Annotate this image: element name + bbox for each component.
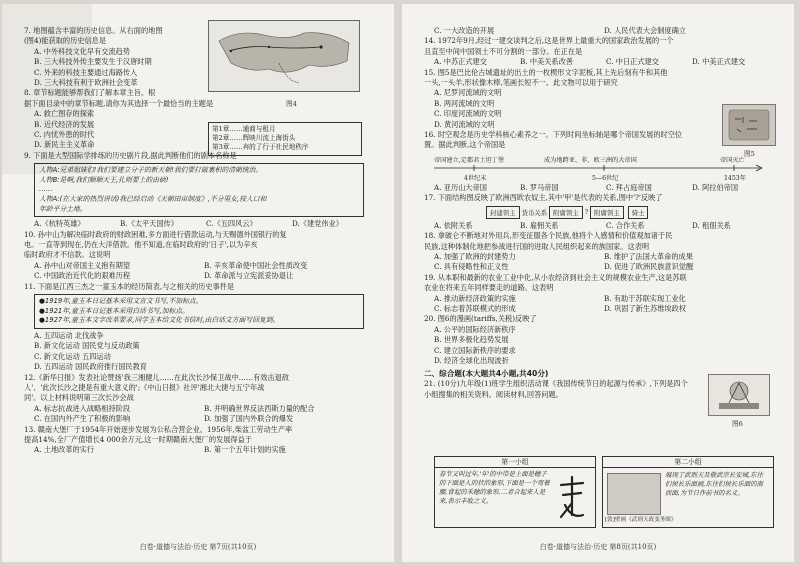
q8-stem-2: 据下面目录中的章节标题,请你为其选择一个最恰当的主题是 bbox=[24, 98, 214, 108]
q11-option-d[interactable]: D. 五四运动 国民政府推行国民教育 bbox=[34, 362, 147, 372]
q9-line-4: 人物A:(在大家的热烈讲话)我已经启动《天朝田亩制度》,不分男女,按人口和 bbox=[39, 195, 267, 204]
q19-stem-2: 农业在将来五年同样要走的道路。这表明 bbox=[424, 283, 554, 293]
q18-stem: 18. 拿破仑不断地对外用兵,形变征服各个民族,他将个人感情和价值观加诸于民 bbox=[424, 231, 673, 241]
group-1-card bbox=[434, 456, 596, 528]
q11-option-a[interactable]: A. 五四运动 北伐战争 bbox=[34, 330, 104, 340]
q16-option-c[interactable]: C. 拜占庭帝国 bbox=[606, 182, 652, 192]
chapter-2: 第2章……辉映川流上海街头 bbox=[212, 134, 296, 143]
mural-caption: [敦]壁画《武则天政变务图》 bbox=[605, 517, 677, 523]
nian-glyph-icon bbox=[555, 475, 589, 521]
group-2-title: 第二小组 bbox=[603, 457, 773, 468]
q12-options-row-1 bbox=[34, 404, 380, 414]
q17-options bbox=[434, 221, 780, 231]
q17-structure-diagram bbox=[484, 206, 780, 219]
q16-option-d[interactable]: D. 阿拉伯帝国 bbox=[692, 182, 739, 192]
q9-option-c[interactable]: C.《五四风云》 bbox=[206, 219, 257, 229]
q18-options-row-2 bbox=[434, 262, 780, 272]
q11-stem: 11. 下面是江西三杰之一童玉本的经历简表,与之相关的历史事件是 bbox=[24, 281, 235, 291]
feud-box-vassal-2: 附庸领主 bbox=[590, 206, 624, 219]
feud-relation-unknown: ? bbox=[584, 208, 589, 217]
q13-options-row-2 bbox=[434, 26, 780, 36]
q19-option-d[interactable]: D. 巩固了新生苏维埃政权 bbox=[604, 303, 686, 313]
q16-option-a[interactable]: A. 亚历山大帝国 bbox=[434, 182, 487, 192]
figure-6-caption: 图6 bbox=[732, 420, 743, 428]
q10-option-c[interactable]: C. 中国政治近代化的艰难历程 bbox=[34, 271, 131, 281]
q9-script-box bbox=[34, 163, 364, 217]
group-1-title: 第一小组 bbox=[435, 457, 595, 468]
chapter-1: 第1章……通商与租月 bbox=[212, 125, 276, 133]
q15-option-d[interactable]: D. 黄河流域的文明 bbox=[434, 119, 495, 129]
q9-line-5: 年龄平分土地。 bbox=[39, 204, 87, 213]
q17-stem: 17. 下面结构图反映了欧洲西欧农奴主,其中'甲'是代表的关系,图中'?'反映了 bbox=[424, 193, 663, 203]
q12-stem-2: 人'、'此次长沙之捷是有重大意义的';《中山日报》社评'湘北大捷与五宁年战 bbox=[24, 382, 265, 392]
q18-option-a[interactable]: A. 加强了欧洲的封建势力 bbox=[434, 251, 516, 261]
q13-stem: 13. 赣南大堡厂于1954年开始逐步发展为公私合营企业。1956年,柴盆工劳动生产率 bbox=[24, 424, 293, 434]
chapter-3: 第3章……奔的了行于社民地秩序 bbox=[212, 143, 309, 152]
q15-option-c[interactable]: C. 印度河流域的文明 bbox=[434, 109, 502, 119]
figure-5-caption: 图5 bbox=[744, 150, 755, 158]
timeline-tick-3: 1453年 bbox=[724, 174, 746, 182]
q18-stem-2: 民族,这种体制化地把参战进行国的进取人民组织起来的族国家。这表明 bbox=[424, 241, 650, 251]
q19-option-b[interactable]: B. 有助于苏联实现工业化 bbox=[604, 293, 686, 303]
q11-table-box bbox=[34, 294, 364, 329]
q20-option-c[interactable]: C. 建立国际新秩序的要求 bbox=[434, 345, 516, 355]
q18-option-d[interactable]: D. 促进了欧洲民族意识觉醒 bbox=[604, 262, 694, 272]
q11-option-c[interactable]: C. 新文化运动 五四运动 bbox=[34, 351, 111, 361]
q11-option-b[interactable]: B. 新文化运动 国民党与反动政策 bbox=[34, 341, 140, 351]
q19-options-row-1 bbox=[434, 294, 780, 304]
q13-options-row-1 bbox=[34, 445, 380, 455]
q15-stem: 15. 图5是巴比伦古城遗址的出土的一枚楔形文字泥板,其上先后刻有牛和其他 bbox=[424, 67, 668, 77]
q15-option-b[interactable]: B. 两河流域的文明 bbox=[434, 98, 495, 108]
q9-options bbox=[34, 219, 380, 229]
timeline-axis bbox=[434, 164, 764, 172]
q7-option-c[interactable]: C. 外来的科技主要通过海路传入 bbox=[34, 67, 138, 77]
mural-photo bbox=[607, 473, 661, 515]
q8-option-b[interactable]: B. 近代经济的发展 bbox=[34, 119, 95, 129]
q10-stem-2: 电。一直等到现在,仍在大洋借款。他不知道,在临时政府的'日子',以为辛亥 bbox=[24, 240, 258, 250]
figure-4-caption: 图4 bbox=[286, 100, 297, 108]
q8-option-c[interactable]: C. 内忧外患的时代 bbox=[34, 130, 95, 140]
q13-option-a[interactable]: A. 土地改革的实行 bbox=[34, 445, 95, 455]
q12-stem-3: 同'。以上材料说明第三次长沙会战 bbox=[24, 393, 134, 403]
q8-stem: 8. 章节标题能够帮我们了解本章主旨。根 bbox=[24, 88, 156, 98]
q9-option-a[interactable]: A.《杭特英雄》 bbox=[34, 219, 85, 229]
q20-option-a[interactable]: A. 公平的国际经济新秩序 bbox=[434, 324, 516, 334]
timeline-label-fall: 帝国灭亡 bbox=[720, 156, 745, 164]
group-2-card bbox=[602, 456, 774, 528]
q18-option-c[interactable]: C. 具有侵略性和正义性 bbox=[434, 262, 509, 272]
q9-line-3: …… bbox=[39, 185, 53, 194]
q14-stem: 14. 1972年9月,经过一建交谈判之后,这是世界上最重大的国家政治发展的一个 bbox=[424, 36, 674, 46]
q14-option-c[interactable]: C. 中日正式建交 bbox=[606, 57, 659, 67]
q17-option-b[interactable]: B. 雇佣关系 bbox=[520, 220, 559, 230]
q10-option-b[interactable]: B. 辛亥革命使中国社会性质改变 bbox=[204, 260, 308, 270]
feud-relation-money: 货币关系 bbox=[521, 208, 548, 217]
q21-stem: 21. (10分)九年级(1)班学生组织活动课《我国传统节日的起源与传承》,下列是四个 bbox=[424, 379, 688, 389]
q13-option-c[interactable]: C. 一大改造的开展 bbox=[434, 26, 495, 35]
q20-option-d[interactable]: D. 经济全球化出现波折 bbox=[434, 355, 509, 365]
q9-option-b[interactable]: B.《太平天国传》 bbox=[120, 219, 178, 229]
section-2-heading: 二、综合题(本大题共4小题,共40分) bbox=[424, 369, 549, 379]
q13-option-d[interactable]: D. 人民代表大会制度确立 bbox=[604, 26, 686, 35]
timeline-label-founding: 帝国建立,定都君士坦丁堡 bbox=[434, 156, 505, 164]
q9-stem: 9. 下面是大型国际学排练的历史剧片段,据此判断他们的剧本名称是 bbox=[24, 150, 237, 160]
q14-option-b[interactable]: B. 中美关系改善 bbox=[520, 57, 573, 67]
q14-options bbox=[434, 57, 780, 67]
feud-box-vassal: 附庸领主 bbox=[549, 206, 583, 219]
q21-stem-2: 小组搜集的相关资料。阅读材料,回答问题。 bbox=[424, 389, 563, 399]
q10-options-row-1 bbox=[34, 261, 380, 271]
q9-line-1: 人物A:兄弟姐妹们!我们要建立分子的新天朝!我们要打破裹积的清朝统治。 bbox=[39, 166, 263, 175]
q10-option-a[interactable]: A. 孙中山对帝国主义抱有期望 bbox=[34, 260, 131, 270]
timeline-label-expansion: 成为地跨亚、非、欧三洲的大帝国 bbox=[544, 156, 637, 164]
q12-options-row-2 bbox=[34, 414, 380, 424]
timeline-tick-1: 4世纪末 bbox=[464, 174, 487, 182]
q8-option-a[interactable]: A. 救亡图存的探索 bbox=[34, 109, 95, 119]
feud-box-knight: 骑士 bbox=[628, 206, 649, 219]
q14-option-d[interactable]: D. 中美正式建交 bbox=[692, 57, 746, 67]
q16-options bbox=[434, 183, 780, 193]
q10-option-d[interactable]: D. 革命派与立宪派妥协退让 bbox=[204, 271, 294, 281]
left-page-body bbox=[24, 26, 380, 456]
q8-option-d[interactable]: D. 新民主主义革命 bbox=[34, 140, 95, 150]
timeline-tick-2: 5—6世纪 bbox=[592, 174, 619, 182]
q7-stem: 7. 地图蕴含丰富的历史信息。从右面的地图 bbox=[24, 26, 163, 35]
q12-stem: 12.《新华日报》发表社论赞扬'我三湘健儿……在此次长沙保卫战中……有效击退敌 bbox=[24, 372, 289, 382]
q11-line-2: ●1921年,童玉本日记基本采用白话书写,加标点。 bbox=[39, 306, 189, 315]
right-page bbox=[402, 4, 794, 562]
group-1-text: 春节又叫过年,'年'的中带是上面是穗子的下面是人的状的象形,下面是一个弯着腰,背起的禾穗的象形,二者合起来人是来,表示丰收之义。 bbox=[439, 470, 550, 505]
q19-stem: 19. 从本职和最新的农业工业中化,从小农经济到社会主义的规模农业生产,这是苏联 bbox=[424, 272, 687, 282]
q14-option-a[interactable]: A. 中苏正式建交 bbox=[434, 57, 487, 67]
q9-line-2: 人物B:是啊,我们顺顺天王,扎则要上的由硕! bbox=[39, 175, 169, 184]
feud-box-lord: 封建领主 bbox=[486, 206, 520, 219]
q12-option-b[interactable]: B. 并明确世界反法西斯力量的配合 bbox=[204, 403, 315, 413]
q12-option-a[interactable]: A. 标志抗战进入战略相持阶段 bbox=[34, 403, 131, 413]
q10-stem-3: 临时政府才不信款。这说明 bbox=[24, 250, 111, 260]
q15-option-a[interactable]: A. 尼罗河流域的文明 bbox=[434, 88, 502, 98]
q18-options-row-1 bbox=[434, 252, 780, 262]
q10-stem: 10. 孙中山为解决临时政府的财政困难,多方面进行借款运动,与天赐德外国银行的复 bbox=[24, 229, 287, 239]
group-2-text: 展现了武则天及敬武宗长安城,东往们侯长乐面画,东往们侯长乐面的南而面,为节日作前书的名义。 bbox=[665, 471, 763, 497]
q17-option-d[interactable]: D. 租佃关系 bbox=[692, 220, 731, 230]
q10-options-row-2 bbox=[34, 271, 380, 281]
q11-line-3: ●1927年,童玉本文字改革要求,同学玉本给文化书信时,由白话文方面写回复到。 bbox=[39, 316, 280, 325]
q7-option-b[interactable]: B. 三大科技外传主要发生于汉唐时期 bbox=[34, 57, 152, 67]
right-page-footer: 白卷·道德与法治·历史 第8页(共10页) bbox=[539, 543, 657, 551]
q17-option-c[interactable]: C. 合作关系 bbox=[606, 220, 645, 230]
q15-stem-2: 一头,一头羊,形状像木棒,笔画长短不一。此文物可以用于研究 bbox=[424, 78, 618, 88]
q19-option-c[interactable]: C. 标志着苏联模式的形成 bbox=[434, 303, 516, 313]
q7-option-d[interactable]: D. 三大科技有利于欧洲社会变革 bbox=[34, 78, 138, 88]
q17-option-a[interactable]: A. 依附关系 bbox=[434, 220, 473, 230]
q16-stem: 16. 时空观念是历史学科核心素养之一。下列时间坐标轴是哪个帝国发展的时空位 bbox=[424, 130, 683, 140]
q11-line-1: ●1919年,童玉本日记基本采用文言文书写,不加标点。 bbox=[39, 297, 203, 306]
q7-option-a[interactable]: A. 中外科技文化早有交流趋势 bbox=[34, 46, 131, 56]
q14-stem-2: 且直至中间中国领土不可分割的一部分。在正在是 bbox=[424, 46, 583, 56]
q19-option-a[interactable]: A. 推动新经济政策的实施 bbox=[434, 293, 516, 303]
q16-stem-2: 置。据此判断,这个帝国是 bbox=[424, 140, 506, 150]
q7-stem-2: (图4)能获取的历史信息是 bbox=[24, 36, 107, 46]
q16-option-b[interactable]: B. 罗马帝国 bbox=[520, 182, 559, 192]
q13-option-b[interactable]: B. 第一个五年计划的实施 bbox=[204, 445, 286, 455]
q13-stem-2: 提高14%,全厂产值增长4 000余万元,这一时期赣南大堡厂的发展得益于 bbox=[24, 434, 252, 444]
right-page-body bbox=[424, 26, 780, 400]
q9-option-d[interactable]: D.《建党伟业》 bbox=[292, 219, 343, 229]
q20-option-b[interactable]: B. 世界多极化趋势发展 bbox=[434, 335, 509, 345]
q16-timeline bbox=[434, 155, 764, 181]
q18-option-b[interactable]: B. 维护了法国大革命的成果 bbox=[604, 251, 693, 261]
q12-option-c[interactable]: C. 在国内外产生了积极的影响 bbox=[34, 414, 131, 424]
q12-option-d[interactable]: D. 加强了国内外联合的爆发 bbox=[204, 414, 294, 424]
q19-options-row-2 bbox=[434, 304, 780, 314]
left-page-footer: 白卷·道德与法治·历史 第7页(共10页) bbox=[139, 543, 257, 551]
left-page bbox=[2, 4, 394, 562]
q20-stem: 20. 图6的漫画(tariffs,关税)反映了 bbox=[424, 314, 537, 324]
